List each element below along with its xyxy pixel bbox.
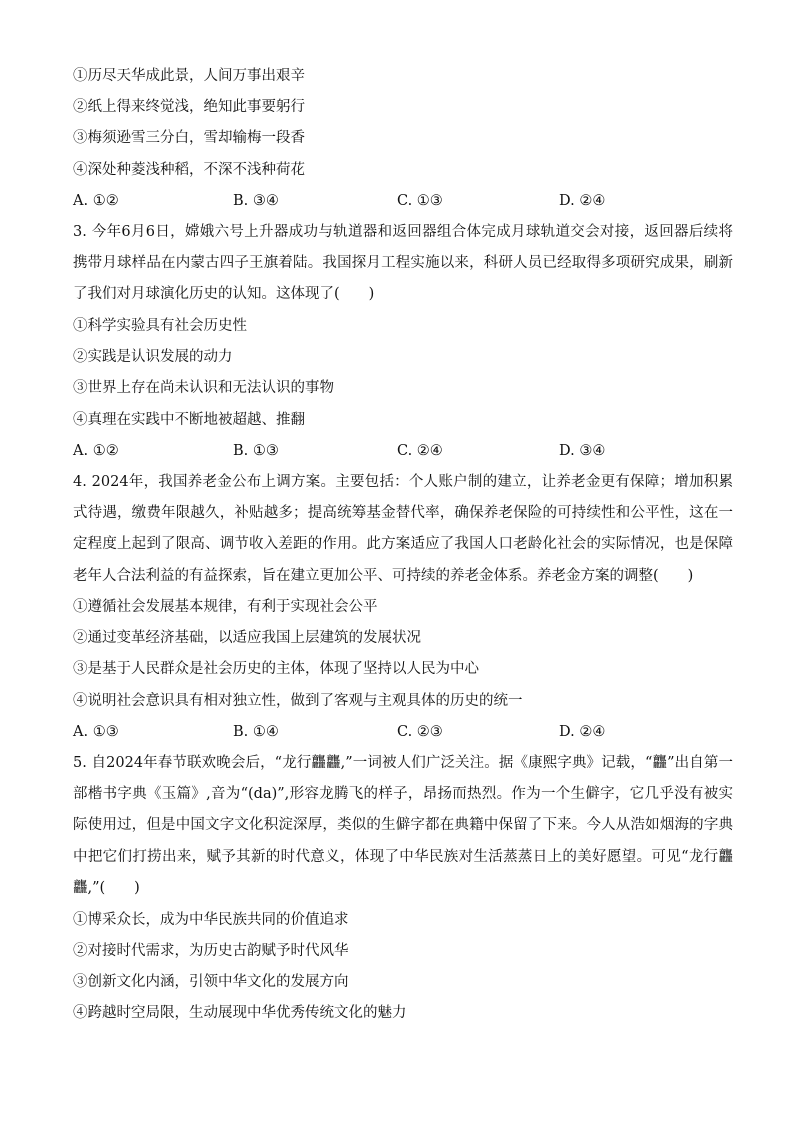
q2-choice-b: B. ③④ <box>233 193 279 209</box>
q2-option-1: ①历尽天华成此景，人间万事出艰辛 <box>73 68 305 84</box>
q2-choice-a: A. ①② <box>73 193 119 209</box>
q5-option-4: ④跨越时空局限，生动展现中华优秀传统文化的魅力 <box>73 1005 407 1021</box>
q5-option-2: ②对接时代需求，为历史古韵赋予时代风华 <box>73 943 349 959</box>
q4-answer-choices <box>73 722 733 742</box>
q5-option-3: ③创新文化内涵，引领中华文化的发展方向 <box>73 974 349 990</box>
q4-option-4: ④说明社会意识具有相对独立性，做到了客观与主观具体的历史的统一 <box>73 693 523 709</box>
q3-choice-b: B. ①③ <box>233 443 279 459</box>
q3-stem: 3. 今年6月6日，嫦娥六号上升器成功与轨道器和返回器组合体完成月球轨道交会对接，返回器后续将携带月球样品在内蒙古四子王旗着陆。我国探月工程实施以来，科研人员已经取得多项研究成果，刷新了我们对月球演化历史的认知。这体现了( ) <box>73 224 733 303</box>
q2-option-4: ④深处种菱浅种稻，不深不浅种荷花 <box>73 162 305 178</box>
q2-choice-c: C. ①③ <box>397 193 443 209</box>
q3-option-4: ④真理在实践中不断地被超越、推翻 <box>73 412 305 428</box>
q3-choice-a: A. ①② <box>73 443 119 459</box>
q2-option-2: ②纸上得来终觉浅，绝知此事要躬行 <box>73 99 305 115</box>
q4-choice-b: B. ①④ <box>233 724 279 740</box>
q5-stem: 5. 自2024年春节联欢晚会后，“龙行龘龘,”一词被人们广泛关注。据《康熙字典》记载，“龘”出自第一部楷书字典《玉篇》,音为“(da)”,形容龙腾飞的样子，昂扬而热烈。作为一个生僻字，它几乎没有被实际使用过，但是中国文字文化积淀深厚，类似的生僻字都在典籍中保留了下来。今人从浩如烟海的字典中把它们打捞出来，赋予其新的时代意义，体现了中华民族对生活蒸蒸日上的美好愿望。可见“龙行龘龘,”( ) <box>73 755 733 896</box>
q5-option-1: ①博采众长，成为中华民族共同的价值追求 <box>73 912 349 928</box>
q3-option-2: ②实践是认识发展的动力 <box>73 349 233 365</box>
q2-answer-choices <box>73 191 733 211</box>
q3-answer-choices <box>73 441 733 461</box>
q3-choice-d: D. ③④ <box>559 443 606 459</box>
q4-option-3: ③是基于人民群众是社会历史的主体，体现了坚持以人民为中心 <box>73 661 479 677</box>
q4-stem: 4. 2024年，我国养老金公布上调方案。主要包括：个人账户制的建立，让养老金更有保障；增加积累式待遇，缴费年限越久，补贴越多；提高统筹基金替代率，确保养老保险的可持续性和公平性，这在一定程度上起到了限高、调节收入差距的作用。此方案适应了我国人口老龄化社会的实际情况，也是保障老年人合法利益的有益探索，旨在建立更加公平、可持续的养老金体系。养老金方案的调整( ) <box>73 474 733 584</box>
q3-option-3: ③世界上存在尚未认识和无法认识的事物 <box>73 380 334 396</box>
q2-option-3: ③梅须逊雪三分白，雪却输梅一段香 <box>73 130 305 146</box>
q3-choice-c: C. ②④ <box>397 443 443 459</box>
q4-choice-d: D. ②④ <box>559 724 606 740</box>
q4-choice-c: C. ②③ <box>397 724 443 740</box>
q3-option-1: ①科学实验具有社会历史性 <box>73 318 247 334</box>
q4-option-2: ②通过变革经济基础，以适应我国上层建筑的发展状况 <box>73 630 421 646</box>
q4-option-1: ①遵循社会发展基本规律，有利于实现社会公平 <box>73 599 378 615</box>
q4-choice-a: A. ①③ <box>73 724 119 740</box>
q2-choice-d: D. ②④ <box>559 193 606 209</box>
